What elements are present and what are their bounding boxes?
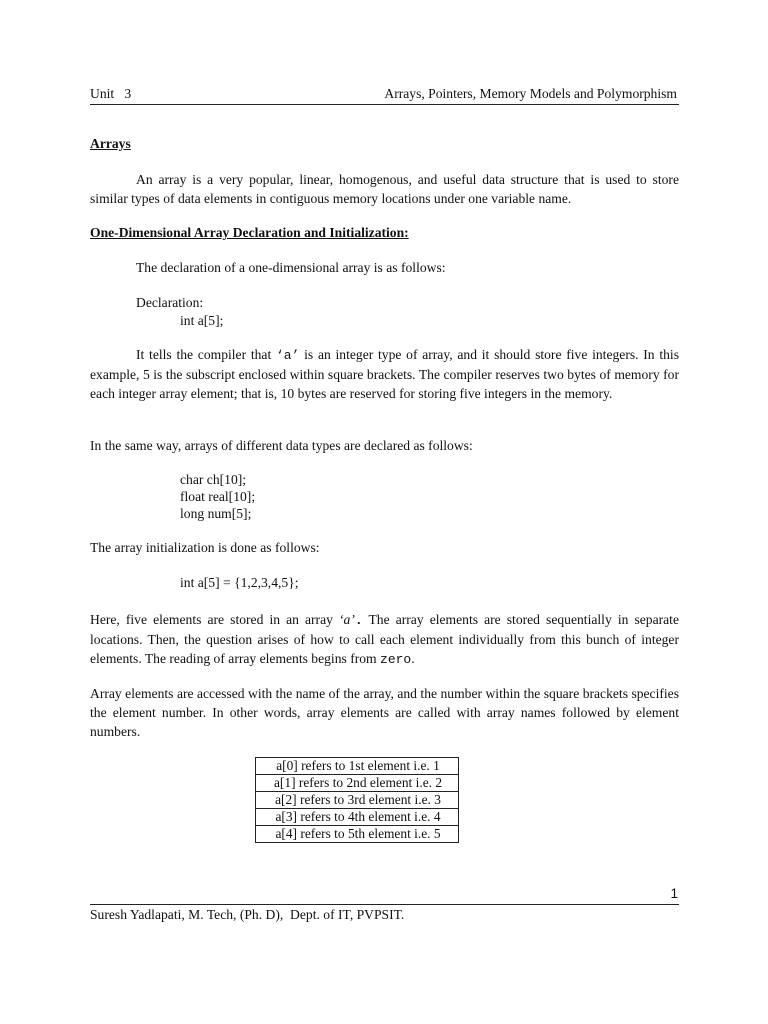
- declaration-intro: The declaration of a one-dimensional array is as follows:: [136, 260, 446, 275]
- here-text-1: Here, five elements are stored in an array: [90, 612, 339, 627]
- page-number: 1: [670, 886, 678, 901]
- section-title-arrays: Arrays: [90, 136, 131, 151]
- array-name-code: ‘a’: [275, 348, 300, 363]
- table-row: [256, 809, 459, 826]
- element-reference-table: [255, 757, 459, 843]
- here-paragraph: [90, 610, 679, 669]
- here-end: .: [411, 651, 415, 666]
- array-name-italic: ‘a’: [339, 612, 355, 627]
- init-code: int a[5] = {1,2,3,4,5};: [180, 575, 299, 590]
- declaration-code: int a[5];: [180, 313, 224, 328]
- header-unit: Unit 3: [90, 86, 132, 101]
- table-row: [256, 758, 459, 775]
- explanation-text-2: is an integer type of array, and it should store five integers. In this example, 5 is the subscript enclosed within square brackets. The compiler reserves two bytes of memory for each integer array element; that is, 10 bytes are reserved for storing five integers in the memory.: [90, 347, 679, 401]
- explanation-paragraph: [90, 345, 679, 403]
- type-decl-long: long num[5];: [180, 506, 252, 521]
- init-intro: The array initialization is done as follows:: [90, 540, 320, 555]
- zero-code: zero: [380, 652, 412, 667]
- table-row: [256, 826, 459, 843]
- intro-paragraph: An array is a very popular, linear, homogenous, and useful data structure that is used to store similar types of data elements in contiguous memory locations under one variable name.: [90, 172, 679, 206]
- type-decl-float: float real[10];: [180, 489, 256, 504]
- table-cell: a[1] refers to 2nd element i.e. 2: [256, 775, 459, 792]
- here-dot: .: [354, 613, 363, 628]
- table-cell: a[0] refers to 1st element i.e. 1: [256, 758, 459, 775]
- type-decl-char: char ch[10];: [180, 472, 247, 487]
- footer-author: Suresh Yadlapati, M. Tech, (Ph. D), Dept. of IT, PVPSIT.: [90, 907, 405, 922]
- explanation-text-1: It tells the compiler that: [136, 347, 276, 362]
- subsection-title: One-Dimensional Array Declaration and Initialization:: [90, 225, 409, 240]
- here-text-2: The array elements are stored sequentially in separate locations. Then, the question arises of how to call each element individually from this bunch of integer elements. The reading of array elements begins from: [90, 612, 679, 666]
- table-row: [256, 792, 459, 809]
- footer-divider: [90, 904, 679, 905]
- header-title: Arrays, Pointers, Memory Models and Polymorphism: [384, 86, 677, 101]
- table-cell: a[3] refers to 4th element i.e. 4: [256, 809, 459, 826]
- declaration-label: Declaration:: [136, 295, 204, 310]
- table-cell: a[2] refers to 3rd element i.e. 3: [256, 792, 459, 809]
- table-cell: a[4] refers to 5th element i.e. 5: [256, 826, 459, 843]
- access-paragraph: Array elements are accessed with the name of the array, and the number within the square brackets specifies the element number. In other words, array elements are called with array names followed by element numbers.: [90, 686, 679, 739]
- types-intro: In the same way, arrays of different data types are declared as follows:: [90, 438, 473, 453]
- header-divider: [90, 104, 679, 105]
- table-row: [256, 775, 459, 792]
